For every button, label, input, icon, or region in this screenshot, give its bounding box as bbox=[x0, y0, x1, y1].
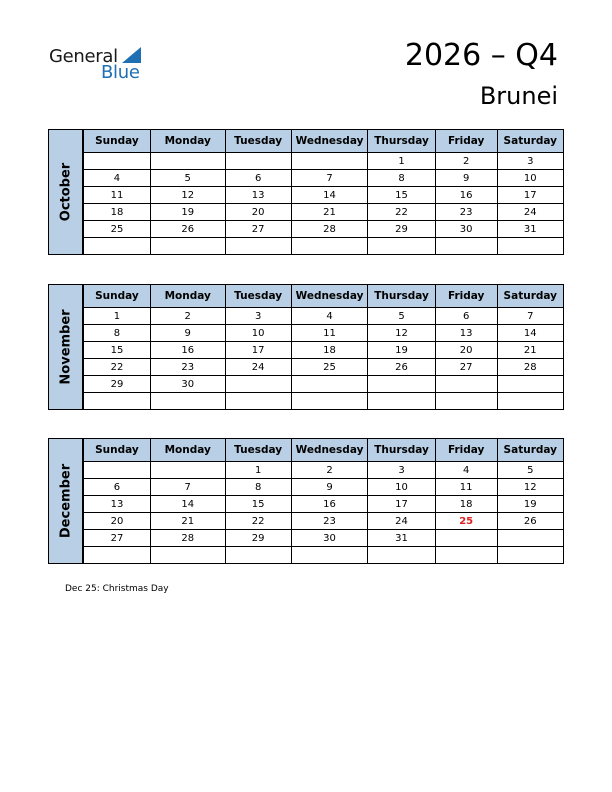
day-cell: 17 bbox=[225, 342, 291, 359]
weekday-header: Thursday bbox=[368, 285, 435, 308]
month-label-cell bbox=[48, 438, 83, 564]
day-cell: 3 bbox=[497, 153, 563, 170]
day-cell bbox=[368, 238, 435, 255]
weekday-header: Wednesday bbox=[291, 130, 368, 153]
week-row bbox=[84, 393, 564, 410]
day-cell: 26 bbox=[368, 359, 435, 376]
day-cell: 10 bbox=[368, 479, 435, 496]
weekday-header: Saturday bbox=[497, 439, 563, 462]
day-cell: 3 bbox=[368, 462, 435, 479]
day-cell: 18 bbox=[435, 496, 497, 513]
day-cell bbox=[150, 462, 225, 479]
day-cell bbox=[497, 530, 563, 547]
day-cell: 18 bbox=[84, 204, 151, 221]
weekday-header: Sunday bbox=[84, 130, 151, 153]
day-cell: 22 bbox=[368, 204, 435, 221]
day-cell: 13 bbox=[84, 496, 151, 513]
day-cell: 2 bbox=[435, 153, 497, 170]
month-label-cell bbox=[48, 129, 83, 255]
day-cell bbox=[435, 238, 497, 255]
day-cell bbox=[497, 238, 563, 255]
day-cell: 1 bbox=[368, 153, 435, 170]
day-cell: 23 bbox=[435, 204, 497, 221]
weekday-header: Saturday bbox=[497, 285, 563, 308]
day-cell bbox=[435, 393, 497, 410]
holiday-footnote: Dec 25: Christmas Day bbox=[65, 584, 169, 594]
weekday-header: Monday bbox=[150, 439, 225, 462]
day-cell: 28 bbox=[497, 359, 563, 376]
weekday-header-row bbox=[84, 285, 564, 308]
day-cell: 5 bbox=[368, 308, 435, 325]
day-cell bbox=[225, 547, 291, 564]
day-cell: 4 bbox=[435, 462, 497, 479]
day-cell: 23 bbox=[291, 513, 368, 530]
day-cell bbox=[225, 376, 291, 393]
day-cell: 5 bbox=[497, 462, 563, 479]
day-cell bbox=[435, 547, 497, 564]
day-cell: 21 bbox=[150, 513, 225, 530]
day-cell bbox=[435, 376, 497, 393]
month-name: October bbox=[58, 162, 73, 222]
month-label-cell bbox=[48, 284, 83, 410]
generalblue-logo bbox=[49, 44, 149, 84]
day-cell: 30 bbox=[291, 530, 368, 547]
day-cell: 5 bbox=[150, 170, 225, 187]
day-cell: 6 bbox=[84, 479, 151, 496]
month-table bbox=[83, 438, 564, 564]
day-cell: 1 bbox=[225, 462, 291, 479]
week-row bbox=[84, 479, 564, 496]
day-cell: 27 bbox=[84, 530, 151, 547]
day-cell bbox=[497, 547, 563, 564]
day-cell: 3 bbox=[225, 308, 291, 325]
weekday-header: Monday bbox=[150, 130, 225, 153]
day-cell: 26 bbox=[150, 221, 225, 238]
weekday-header: Wednesday bbox=[291, 439, 368, 462]
weekday-header: Tuesday bbox=[225, 439, 291, 462]
day-cell: 24 bbox=[225, 359, 291, 376]
week-row bbox=[84, 342, 564, 359]
day-cell bbox=[291, 376, 368, 393]
day-cell bbox=[291, 153, 368, 170]
day-cell bbox=[435, 530, 497, 547]
weekday-header: Friday bbox=[435, 130, 497, 153]
day-cell: 14 bbox=[497, 325, 563, 342]
day-cell: 29 bbox=[225, 530, 291, 547]
day-cell: 29 bbox=[368, 221, 435, 238]
day-cell: 26 bbox=[497, 513, 563, 530]
logo-text-general: General bbox=[49, 46, 118, 67]
weekday-header: Friday bbox=[435, 439, 497, 462]
day-cell: 10 bbox=[497, 170, 563, 187]
weekday-header: Friday bbox=[435, 285, 497, 308]
day-cell: 7 bbox=[291, 170, 368, 187]
weekday-header: Thursday bbox=[368, 439, 435, 462]
week-row bbox=[84, 530, 564, 547]
day-cell bbox=[225, 153, 291, 170]
day-cell: 14 bbox=[150, 496, 225, 513]
day-cell: 16 bbox=[150, 342, 225, 359]
day-cell: 29 bbox=[84, 376, 151, 393]
day-cell bbox=[368, 547, 435, 564]
weekday-header-row bbox=[84, 130, 564, 153]
day-cell bbox=[150, 153, 225, 170]
month-name: December bbox=[58, 463, 73, 539]
day-cell: 24 bbox=[368, 513, 435, 530]
day-cell: 20 bbox=[435, 342, 497, 359]
weekday-header: Thursday bbox=[368, 130, 435, 153]
day-cell: 27 bbox=[225, 221, 291, 238]
day-cell: 20 bbox=[84, 513, 151, 530]
day-cell: 12 bbox=[497, 479, 563, 496]
week-row bbox=[84, 513, 564, 530]
day-cell bbox=[368, 393, 435, 410]
week-row bbox=[84, 204, 564, 221]
day-cell bbox=[84, 462, 151, 479]
day-cell: 11 bbox=[291, 325, 368, 342]
day-cell: 16 bbox=[291, 496, 368, 513]
day-cell bbox=[84, 547, 151, 564]
day-cell: 30 bbox=[435, 221, 497, 238]
day-cell bbox=[84, 153, 151, 170]
day-cell: 2 bbox=[291, 462, 368, 479]
week-row bbox=[84, 170, 564, 187]
day-cell: 21 bbox=[291, 204, 368, 221]
month-name: November bbox=[58, 309, 73, 385]
week-row bbox=[84, 325, 564, 342]
day-cell: 19 bbox=[497, 496, 563, 513]
page-title: 2026 – Q4 bbox=[404, 38, 558, 73]
week-row bbox=[84, 496, 564, 513]
day-cell: 23 bbox=[150, 359, 225, 376]
day-cell: 1 bbox=[84, 308, 151, 325]
weekday-header: Sunday bbox=[84, 285, 151, 308]
day-cell: 13 bbox=[435, 325, 497, 342]
logo-triangle-icon bbox=[122, 47, 141, 63]
day-cell: 2 bbox=[150, 308, 225, 325]
day-cell: 12 bbox=[150, 187, 225, 204]
week-row bbox=[84, 462, 564, 479]
day-cell: 27 bbox=[435, 359, 497, 376]
weekday-header: Monday bbox=[150, 285, 225, 308]
day-cell: 8 bbox=[84, 325, 151, 342]
day-cell: 25 bbox=[84, 221, 151, 238]
day-cell bbox=[368, 376, 435, 393]
day-cell: 11 bbox=[435, 479, 497, 496]
day-cell bbox=[225, 238, 291, 255]
day-cell: 15 bbox=[368, 187, 435, 204]
day-cell: 9 bbox=[150, 325, 225, 342]
day-cell: 7 bbox=[150, 479, 225, 496]
day-cell: 24 bbox=[497, 204, 563, 221]
day-cell bbox=[291, 393, 368, 410]
week-row bbox=[84, 308, 564, 325]
day-cell bbox=[291, 238, 368, 255]
day-cell bbox=[497, 393, 563, 410]
weekday-header: Wednesday bbox=[291, 285, 368, 308]
weekday-header: Tuesday bbox=[225, 285, 291, 308]
day-cell: 14 bbox=[291, 187, 368, 204]
day-cell: 22 bbox=[84, 359, 151, 376]
day-cell: 7 bbox=[497, 308, 563, 325]
day-cell: 25 bbox=[435, 513, 497, 530]
day-cell: 6 bbox=[225, 170, 291, 187]
week-row bbox=[84, 187, 564, 204]
day-cell: 30 bbox=[150, 376, 225, 393]
week-row bbox=[84, 547, 564, 564]
day-cell: 15 bbox=[225, 496, 291, 513]
day-cell: 18 bbox=[291, 342, 368, 359]
day-cell: 28 bbox=[150, 530, 225, 547]
day-cell: 17 bbox=[497, 187, 563, 204]
day-cell bbox=[84, 238, 151, 255]
day-cell: 16 bbox=[435, 187, 497, 204]
day-cell: 8 bbox=[225, 479, 291, 496]
day-cell: 11 bbox=[84, 187, 151, 204]
week-row bbox=[84, 153, 564, 170]
day-cell: 15 bbox=[84, 342, 151, 359]
day-cell: 22 bbox=[225, 513, 291, 530]
day-cell: 19 bbox=[368, 342, 435, 359]
weekday-header: Tuesday bbox=[225, 130, 291, 153]
day-cell: 4 bbox=[84, 170, 151, 187]
day-cell bbox=[150, 238, 225, 255]
day-cell: 4 bbox=[291, 308, 368, 325]
weekday-header: Saturday bbox=[497, 130, 563, 153]
day-cell: 21 bbox=[497, 342, 563, 359]
week-row bbox=[84, 238, 564, 255]
day-cell: 17 bbox=[368, 496, 435, 513]
day-cell bbox=[225, 393, 291, 410]
day-cell bbox=[150, 393, 225, 410]
day-cell: 10 bbox=[225, 325, 291, 342]
day-cell: 31 bbox=[497, 221, 563, 238]
day-cell: 12 bbox=[368, 325, 435, 342]
day-cell bbox=[150, 547, 225, 564]
day-cell: 6 bbox=[435, 308, 497, 325]
day-cell bbox=[84, 393, 151, 410]
day-cell bbox=[291, 547, 368, 564]
day-cell: 25 bbox=[291, 359, 368, 376]
day-cell: 20 bbox=[225, 204, 291, 221]
month-table bbox=[83, 284, 564, 410]
day-cell: 13 bbox=[225, 187, 291, 204]
day-cell: 8 bbox=[368, 170, 435, 187]
day-cell: 31 bbox=[368, 530, 435, 547]
day-cell bbox=[497, 376, 563, 393]
weekday-header: Sunday bbox=[84, 439, 151, 462]
week-row bbox=[84, 221, 564, 238]
day-cell: 9 bbox=[435, 170, 497, 187]
day-cell: 19 bbox=[150, 204, 225, 221]
weekday-header-row bbox=[84, 439, 564, 462]
logo-text-blue: Blue bbox=[101, 62, 140, 83]
week-row bbox=[84, 359, 564, 376]
day-cell: 28 bbox=[291, 221, 368, 238]
country-name: Brunei bbox=[479, 82, 558, 110]
day-cell: 9 bbox=[291, 479, 368, 496]
month-table bbox=[83, 129, 564, 255]
week-row bbox=[84, 376, 564, 393]
